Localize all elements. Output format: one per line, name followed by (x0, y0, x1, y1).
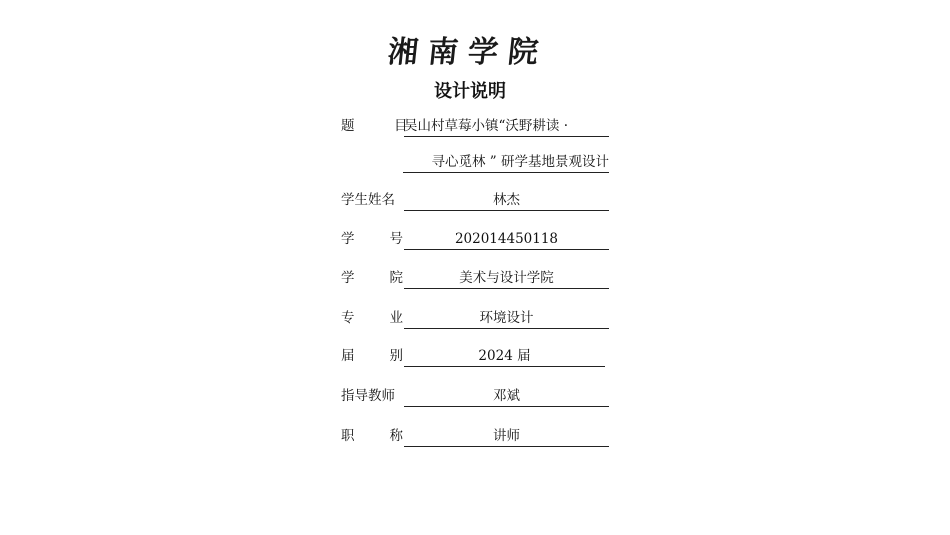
field-label-char: 职 (341, 428, 355, 444)
field-label-char: 业 (389, 310, 403, 326)
field-graduating-class (341, 346, 605, 366)
field-label-char: 别 (389, 348, 403, 364)
page-title (0, 80, 950, 104)
field-label-char: 专 (341, 310, 355, 326)
field-label (341, 229, 403, 249)
field-label-char: 号 (389, 231, 403, 247)
field-student-name (341, 190, 609, 210)
field-advisor (341, 386, 609, 406)
field-label (341, 346, 403, 366)
field-college (341, 268, 609, 288)
topic-label-2: 目 (394, 118, 408, 134)
field-value: 环境设计 (404, 308, 609, 329)
topic-row (341, 116, 609, 136)
page-title-text: 设计说明 (434, 81, 506, 102)
field-label (341, 268, 403, 288)
field-major (341, 308, 609, 328)
field-label-char: 届 (341, 348, 355, 364)
topic-value-line2: 寻心觅林 ” 研学基地景观设计 (403, 152, 609, 173)
field-label-char: 院 (389, 270, 403, 286)
field-label (341, 426, 403, 446)
school-logo: 湘南学院 (386, 35, 550, 70)
field-label: 学生姓名 (341, 192, 395, 208)
field-value: 邓斌 (404, 386, 609, 407)
field-label (341, 308, 403, 328)
field-value: 202014450118 (404, 229, 609, 250)
topic-label-1: 题 (341, 118, 355, 134)
field-student-id (341, 229, 609, 249)
field-value: 讲师 (404, 426, 609, 447)
field-label-char: 称 (389, 428, 403, 444)
field-value: 美术与设计学院 (404, 268, 609, 289)
field-label-char: 学 (341, 231, 355, 247)
field-label: 指导教师 (341, 388, 395, 404)
field-title (341, 426, 609, 446)
field-value: 林杰 (404, 190, 609, 211)
topic-value-line1: 吴山村草莓小镇“沃野耕读 · (404, 116, 609, 137)
field-label-char: 学 (341, 270, 355, 286)
field-value: 2024 届 (404, 346, 605, 367)
